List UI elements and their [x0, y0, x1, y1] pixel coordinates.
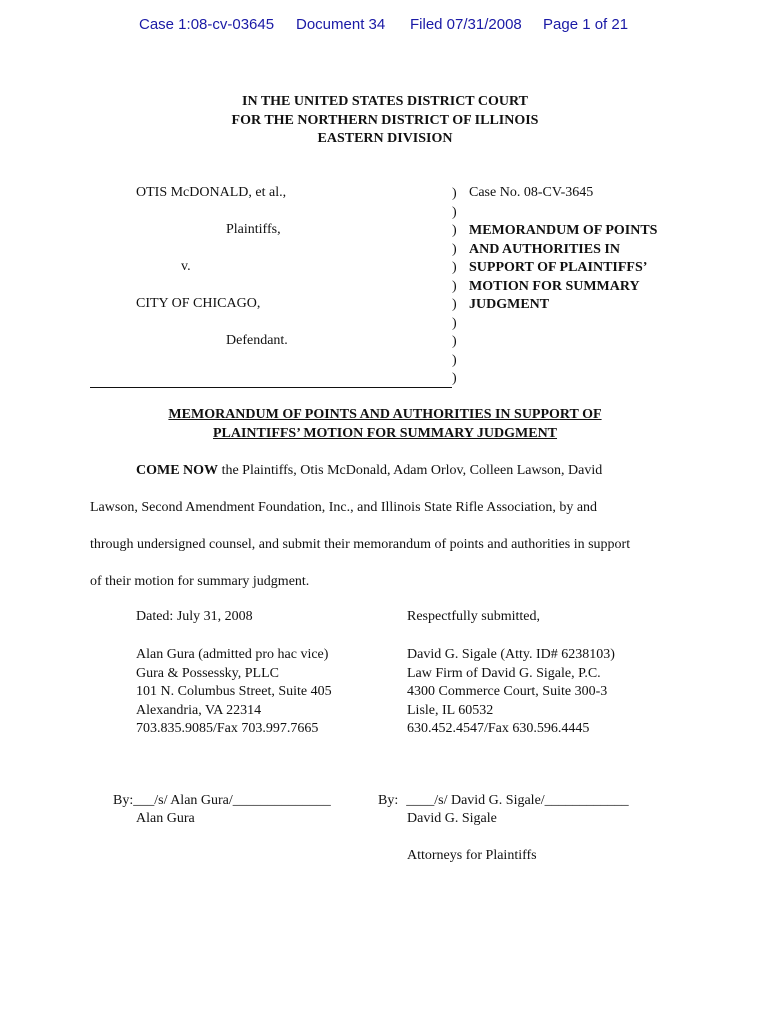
counsel-right-line: 4300 Commerce Court, Suite 300-3	[407, 684, 608, 699]
paren: )	[452, 186, 457, 201]
signature-left-by: By:	[113, 793, 134, 808]
counsel-left-line: 101 N. Columbus Street, Suite 405	[136, 684, 332, 699]
header-document-number: Document 34	[296, 16, 386, 33]
court-line-1: IN THE UNITED STATES DISTRICT COURT	[242, 94, 528, 109]
case-number: Case No. 08-CV-3645	[469, 185, 594, 200]
signature-left	[113, 793, 331, 809]
plaintiff-role: Plaintiffs,	[226, 222, 281, 237]
motion-title-line: MEMORANDUM OF POINTS	[469, 223, 658, 238]
body-paragraph	[90, 452, 690, 600]
body-lead: COME NOW	[136, 463, 219, 478]
paren: )	[452, 204, 457, 220]
paren: )	[452, 315, 457, 331]
versus-label: v.	[181, 259, 191, 274]
body-line: Lawson, Second Amendment Foundation, Inc., and Illinois State Rifle Association, by and	[90, 500, 598, 515]
body-line: through undersigned counsel, and submit their memorandum of points and authorities in support	[90, 537, 631, 552]
signature-left-line: ___/s/ Alan Gura/______________	[133, 793, 331, 808]
paren: )	[452, 241, 457, 257]
counsel-block-left	[136, 646, 332, 739]
header-page-number: Page 1 of 21	[543, 16, 629, 33]
body-line: of their motion for summary judgment.	[90, 574, 310, 589]
plaintiff-name: OTIS McDONALD, et al.,	[136, 185, 287, 200]
document-title-line-1: MEMORANDUM OF POINTS AND AUTHORITIES IN SUPPORT OF	[168, 407, 602, 422]
ecf-header	[0, 16, 770, 38]
body-line	[90, 452, 690, 489]
signature-right-line: ____/s/ David G. Sigale/____________	[406, 793, 629, 808]
defendant-role: Defendant.	[226, 333, 288, 348]
counsel-right-line: David G. Sigale (Atty. ID# 6238103)	[407, 647, 615, 662]
motion-title-line: AND AUTHORITIES IN	[469, 241, 620, 257]
court-line-2: FOR THE NORTHERN DISTRICT OF ILLINOIS	[231, 112, 539, 128]
motion-title	[469, 222, 657, 315]
counsel-right-line: 630.452.4547/Fax 630.596.4445	[407, 721, 590, 736]
respectfully-submitted: Respectfully submitted,	[407, 609, 540, 624]
paren: )	[452, 223, 457, 238]
counsel-right-line: Law Firm of David G. Sigale, P.C.	[407, 665, 601, 681]
counsel-left-line: Alan Gura (admitted pro hac vice)	[136, 647, 329, 662]
paren: )	[452, 352, 457, 368]
header-filed-date: Filed 07/31/2008	[410, 16, 522, 33]
counsel-left-line: 703.835.9085/Fax 703.997.7665	[136, 721, 319, 736]
attorneys-for-plaintiffs: Attorneys for Plaintiffs	[407, 848, 537, 863]
signature-left-name: Alan Gura	[136, 811, 195, 826]
counsel-block-right	[407, 646, 615, 739]
caption-paren-column	[452, 185, 462, 389]
counsel-right-line: Lisle, IL 60532	[407, 702, 494, 718]
signature-right-name: David G. Sigale	[407, 811, 497, 826]
motion-title-line: MOTION FOR SUMMARY	[469, 278, 640, 294]
motion-title-line: SUPPORT OF PLAINTIFFS’	[469, 260, 648, 275]
body-line-1-text: the Plaintiffs, Otis McDonald, Adam Orlov, Colleen Lawson, David	[218, 463, 603, 478]
court-line-3: EASTERN DIVISION	[317, 131, 453, 146]
document-title	[0, 406, 770, 443]
caption-rule	[90, 387, 452, 388]
counsel-left-line: Gura & Possessky, PLLC	[136, 665, 279, 681]
court-heading	[0, 93, 770, 149]
paren: )	[452, 260, 457, 275]
motion-title-line: JUDGMENT	[469, 297, 550, 312]
document-title-line-2: PLAINTIFFS’ MOTION FOR SUMMARY JUDGMENT	[212, 425, 558, 441]
paren: )	[452, 278, 457, 294]
header-case-number: Case 1:08-cv-03645	[139, 16, 275, 33]
date-line: Dated: July 31, 2008	[136, 609, 253, 624]
defendant-name: CITY OF CHICAGO,	[136, 296, 261, 311]
counsel-left-line: Alexandria, VA 22314	[136, 702, 262, 718]
paren: )	[452, 297, 457, 312]
signature-right-by: By:	[378, 793, 399, 808]
paren: )	[452, 371, 457, 386]
paren: )	[452, 334, 457, 349]
signature-right	[378, 793, 629, 809]
